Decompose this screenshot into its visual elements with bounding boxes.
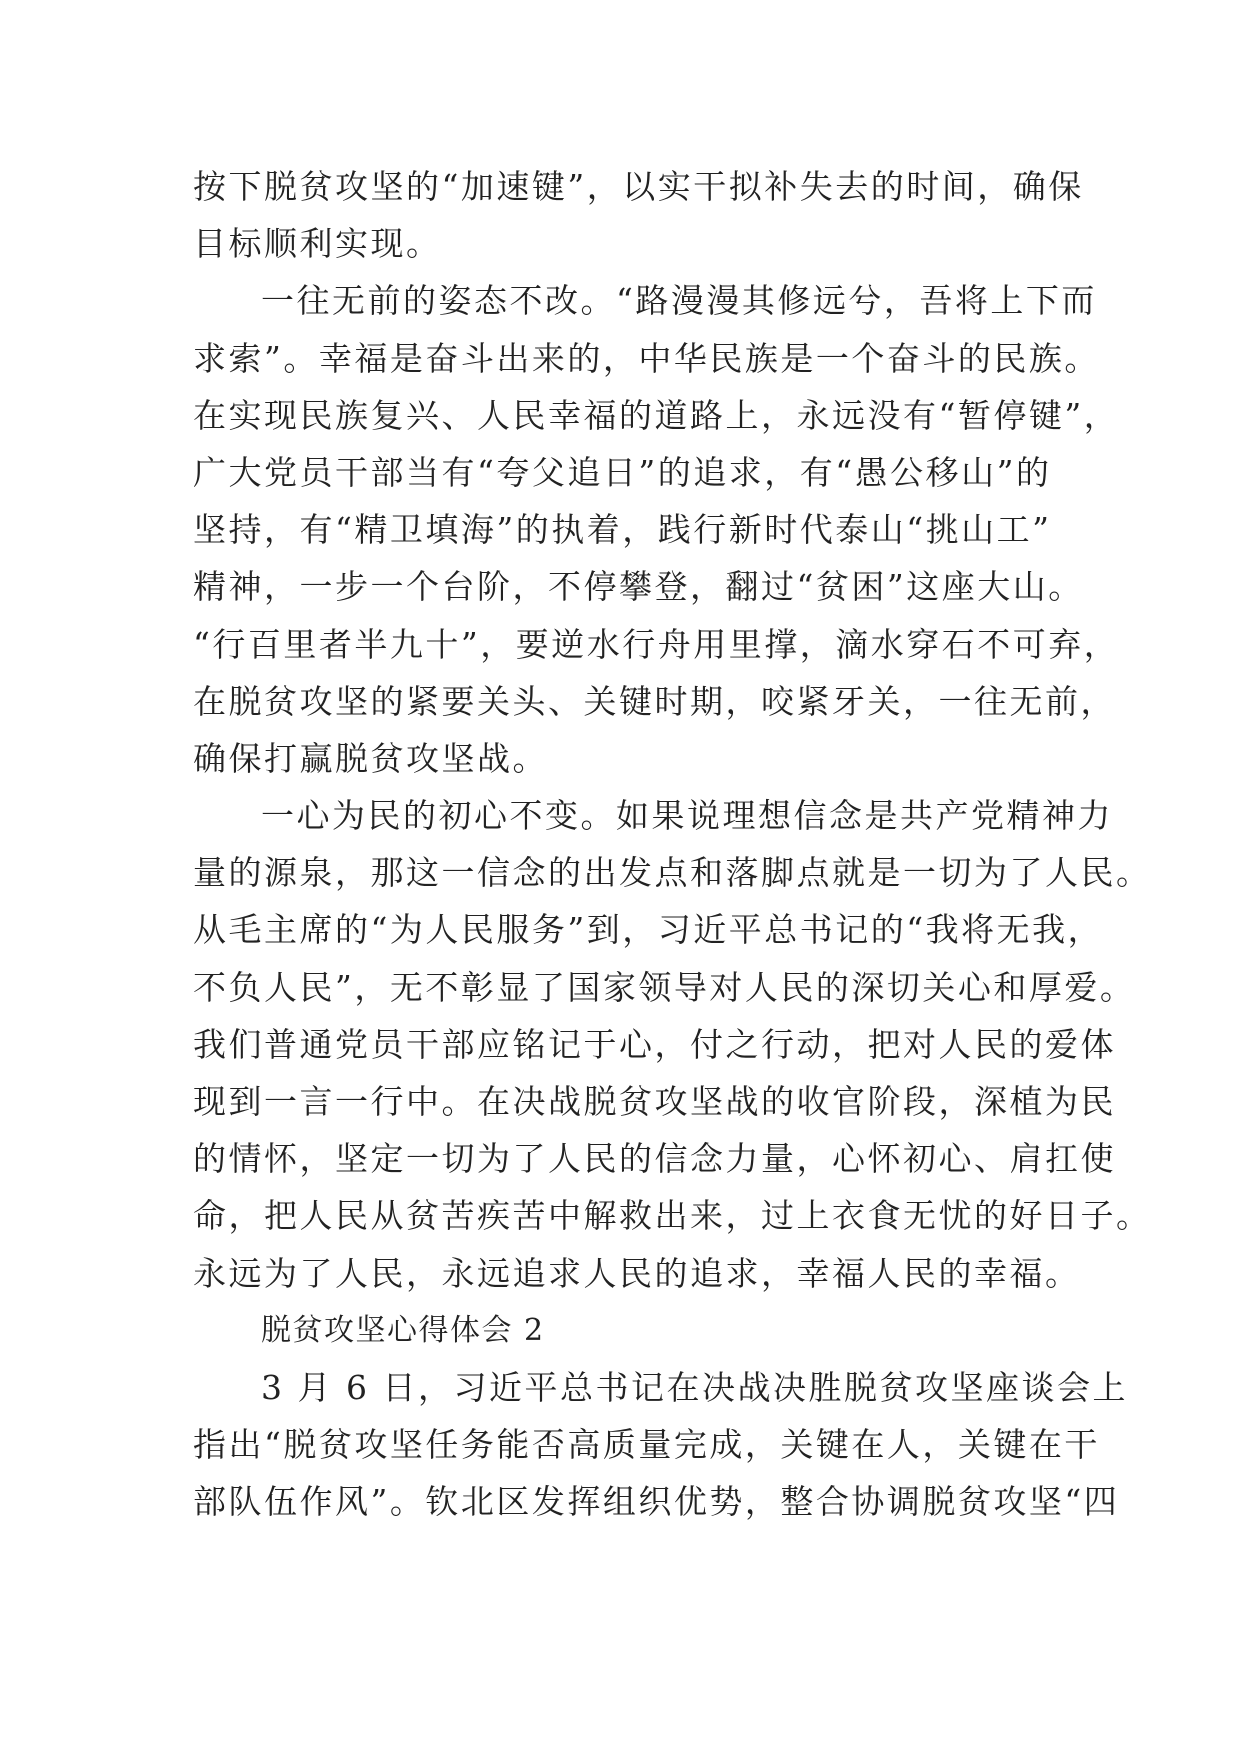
text-line: 从毛主席的“为人民服务”到，习近平总书记的“我将无我， [193,910,1104,950]
text-line: 按下脱贫攻坚的“加速键”，以实干拟补失去的时间，确保 [193,167,1084,206]
text-line: 永远为了人民，永远追求人民的追求，幸福人民的幸福。 [193,1253,1081,1293]
paragraph-start-line: 3 月 6 日，习近平总书记在决战决胜脱贫攻坚座谈会上 [261,1367,1128,1407]
text-line: 不负人民”，无不彰显了国家领导对人民的深切关心和厚爱。 [193,967,1136,1007]
text-line: 在脱贫攻坚的紧要关头、关键时期，咬紧牙关，一往无前， [193,681,1116,721]
text-line: 的情怀，坚定一切为了人民的信念力量，心怀初心、肩扛使 [193,1139,1116,1179]
text-line: 坚持，有“精卫填海”的执着，践行新时代泰山“挑山工” [193,510,1052,550]
document-body [193,158,1152,1531]
text-line: 命，把人民从贫苦疾苦中解救出来，过上衣食无忧的好日子。 [193,1196,1152,1236]
text-line: 现到一言一行中。在决战脱贫攻坚战的收官阶段，深植为民 [193,1082,1116,1121]
text-line: “行百里者半九十”，要逆水行舟用里撑，滴水穿石不可弃， [193,624,1120,664]
paragraph-start-line: 一往无前的姿态不改。“路漫漫其修远兮，吾将上下而 [261,281,1097,321]
text-line: 目标顺利实现。 [193,224,442,264]
text-line: 求索”。幸福是奋斗出来的，中华民族是一个奋斗的民族。 [193,338,1100,378]
paragraph-start-line: 一心为民的初心不变。如果说理想信念是共产党精神力 [261,796,1113,836]
text-line: 精神，一步一个台阶，不停攀登，翻过“贫困”这座大山。 [193,567,1084,607]
text-line: 我们普通党员干部应铭记于心，付之行动，把对人民的爱体 [193,1024,1116,1064]
section-heading: 脱贫攻坚心得体会 2 [261,1312,545,1348]
text-line: 指出“脱贫攻坚任务能否高质量完成，关键在人，关键在干 [193,1425,1100,1465]
text-line: 广大党员干部当有“夸父追日”的追求，有“愚公移山”的 [193,452,1052,492]
text-line: 量的源泉，那这一信念的出发点和落脚点就是一切为了人民。 [193,853,1152,893]
text-line: 在实现民族复兴、人民幸福的道路上，永远没有“暂停键”， [193,395,1120,435]
text-line: 部队伍作风”。钦北区发挥组织优势，整合协调脱贫攻坚“四 [193,1482,1120,1522]
text-line: 确保打赢脱贫攻坚战。 [193,738,548,778]
